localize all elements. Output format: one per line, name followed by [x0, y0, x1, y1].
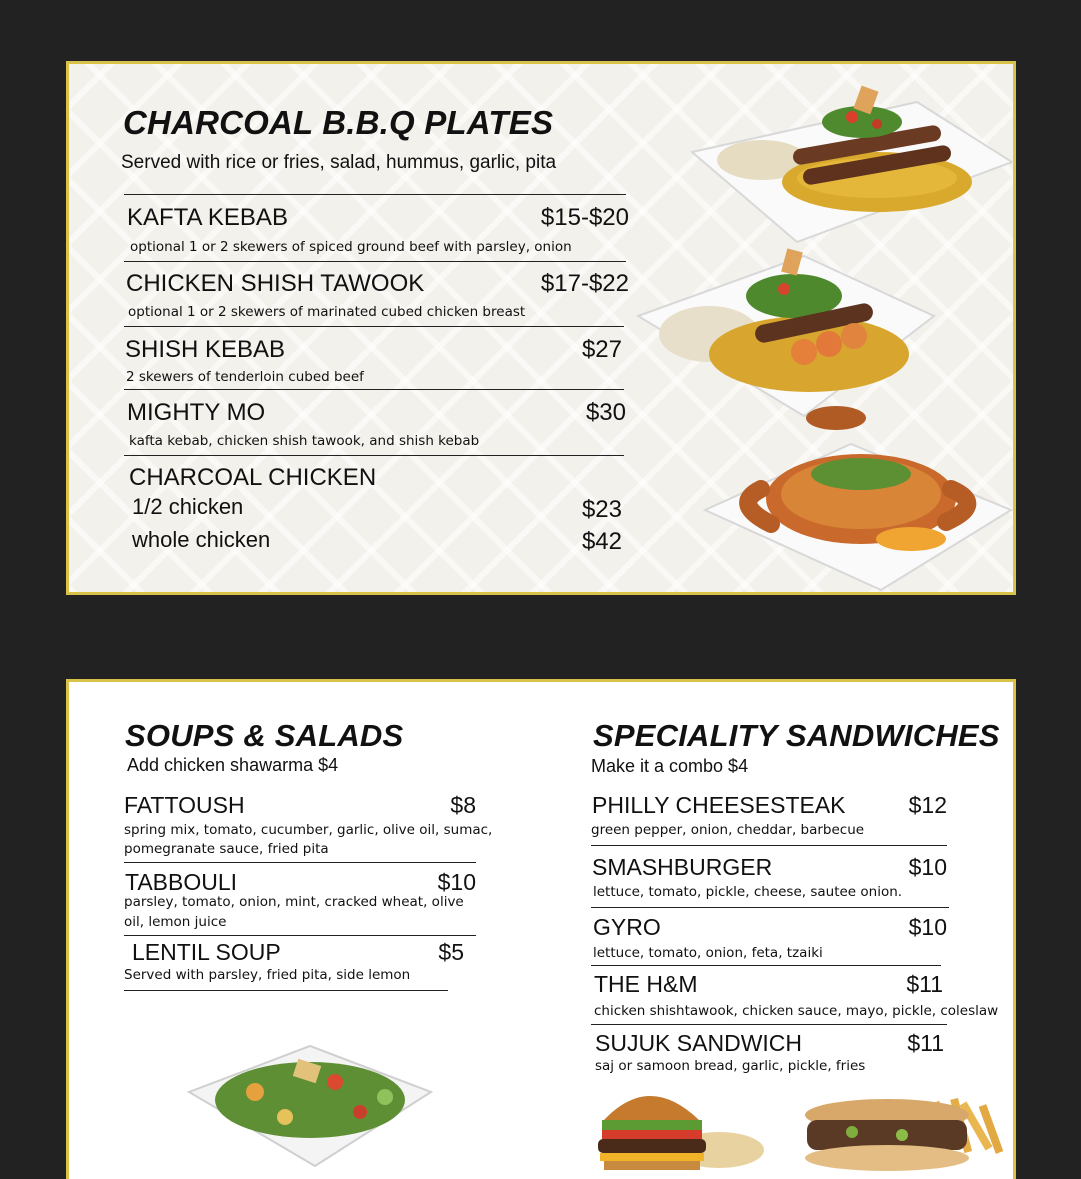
soups-sandwiches-panel: [66, 679, 1016, 1179]
menu-item-description: lettuce, tomato, onion, feta, tzaiki: [593, 945, 823, 961]
divider: [591, 845, 947, 846]
menu-item-name: KAFTA KEBAB: [127, 204, 288, 231]
bbq-menu-panel: [66, 61, 1016, 595]
menu-item-description: saj or samoon bread, garlic, pickle, fries: [595, 1058, 866, 1074]
divider: [591, 965, 941, 966]
fattoush-salad-photo: [185, 1042, 435, 1167]
menu-item-price: $10: [437, 869, 476, 895]
divider: [124, 326, 624, 327]
divider: [124, 389, 624, 390]
menu-item-price: $10: [908, 914, 947, 940]
burger-photo: [574, 1080, 764, 1170]
menu-item-name: PHILLY CHEESESTEAK: [592, 792, 846, 818]
chicken-option-label: whole chicken: [132, 527, 271, 552]
menu-item-description: kafta kebab, chicken shish tawook, and shish kebab: [129, 433, 480, 449]
chicken-option-price: $23: [581, 496, 622, 523]
bbq-section-subtitle: Served with rice or fries, salad, hummus, garlic, pita: [121, 152, 557, 173]
menu-item-name: SMASHBURGER: [592, 854, 773, 880]
menu-item-price: $15-$20: [540, 204, 629, 231]
divider: [591, 1024, 947, 1025]
menu-item-description: lettuce, tomato, pickle, cheese, sautee onion.: [593, 884, 903, 900]
menu-item-description: Served with parsley, fried pita, side lemon: [124, 967, 411, 983]
menu-item-price: $30: [585, 399, 626, 426]
menu-item-description: parsley, tomato, onion, mint, cracked wheat, olive: [124, 894, 464, 910]
divider: [124, 261, 626, 262]
menu-item-description: oil, lemon juice: [124, 914, 227, 930]
menu-item-description: pomegranate sauce, fried pita: [124, 841, 329, 857]
menu-item-name: CHARCOAL CHICKEN: [129, 464, 377, 491]
menu-item-name: FATTOUSH: [124, 792, 245, 818]
menu-item-price: $11: [906, 971, 943, 997]
menu-item-price: $27: [581, 336, 622, 363]
divider: [591, 907, 949, 908]
sandwiches-section-subtitle: Make it a combo $4: [591, 756, 749, 776]
menu-item-price: $10: [908, 854, 947, 880]
menu-item-description: 2 skewers of tenderloin cubed beef: [126, 369, 364, 385]
divider: [124, 935, 476, 936]
divider: [124, 194, 626, 195]
chicken-option-price: $42: [581, 528, 622, 555]
soups-section-subtitle: Add chicken shawarma $4: [127, 755, 339, 775]
menu-item-name: LENTIL SOUP: [132, 939, 281, 965]
soups-section-title: SOUPS & SALADS: [125, 718, 404, 753]
menu-item-name: THE H&M: [594, 971, 698, 997]
menu-item-description: optional 1 or 2 skewers of spiced ground beef with parsley, onion: [130, 239, 572, 255]
menu-item-description: optional 1 or 2 skewers of marinated cubed chicken breast: [128, 304, 526, 320]
menu-item-price: $17-$22: [540, 270, 629, 297]
divider: [124, 862, 476, 863]
menu-item-price: $5: [438, 939, 464, 965]
menu-item-name: TABBOULI: [125, 869, 238, 895]
divider: [124, 455, 624, 456]
philly-sandwich-photo: [792, 1090, 1014, 1172]
charcoal-chicken-photo: [701, 404, 1016, 594]
bbq-section-title: CHARCOAL B.B.Q PLATES: [123, 104, 554, 141]
menu-item-name: GYRO: [593, 914, 661, 940]
menu-item-price: $11: [907, 1030, 944, 1056]
menu-item-price: $12: [908, 792, 947, 818]
menu-item-description: green pepper, onion, cheddar, barbecue: [591, 822, 865, 838]
menu-item-name: MIGHTY MO: [127, 399, 266, 426]
menu-item-name: CHICKEN SHISH TAWOOK: [126, 270, 425, 297]
menu-item-price: $8: [450, 792, 476, 818]
kafta-plate-photo: [687, 82, 1017, 252]
menu-item-name: SUJUK SANDWICH: [595, 1030, 803, 1056]
menu-item-name: SHISH KEBAB: [125, 336, 286, 363]
menu-item-description: spring mix, tomato, cucumber, garlic, olive oil, sumac,: [124, 822, 493, 838]
menu-item-description: chicken shishtawook, chicken sauce, mayo, pickle, coleslaw: [594, 1003, 999, 1019]
divider: [124, 990, 448, 991]
mixed-grill-plate-photo: [634, 244, 944, 424]
sandwiches-section-title: SPECIALITY SANDWICHES: [593, 718, 1000, 753]
chicken-option-label: 1/2 chicken: [132, 494, 244, 519]
